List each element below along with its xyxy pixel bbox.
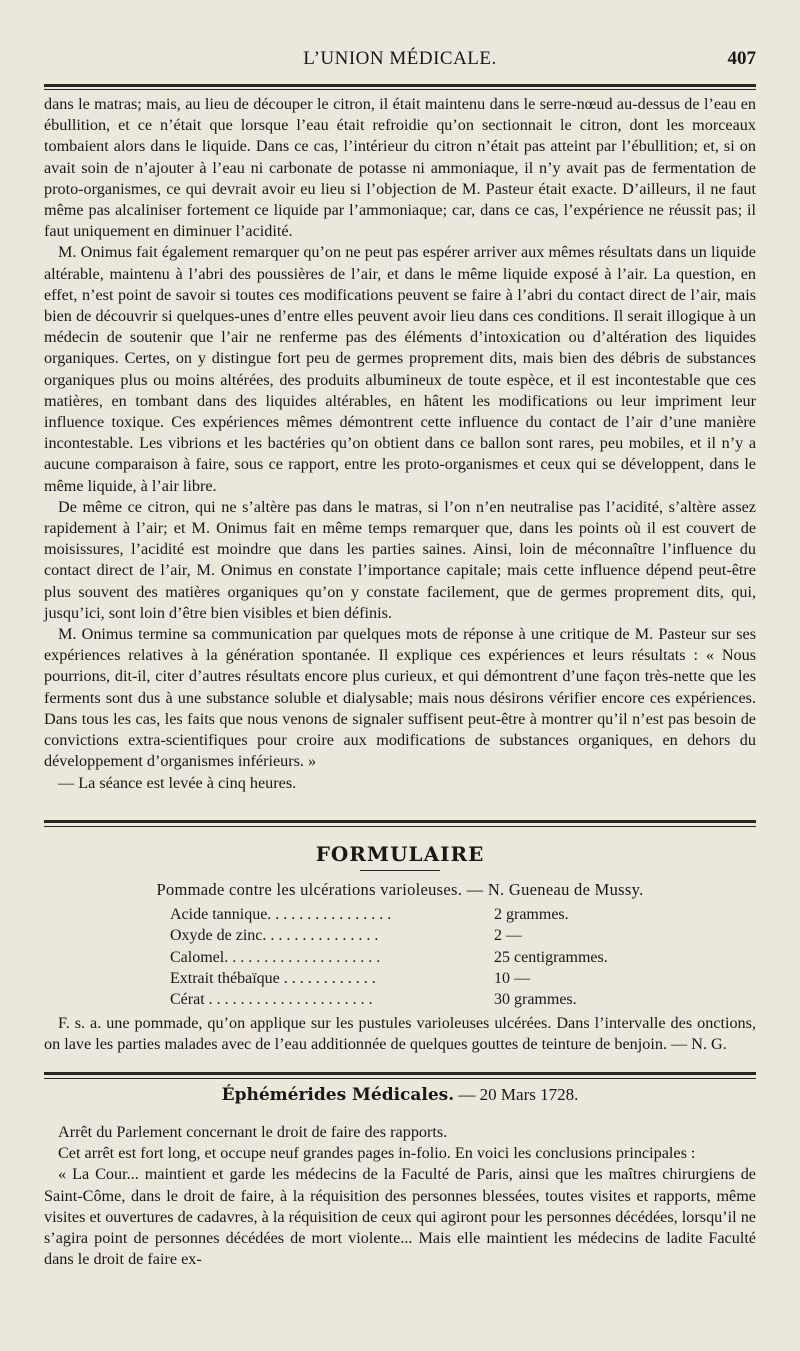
ingredient-name: Cérat . . . . . . . . . . . . . . . . . . . . . <box>170 991 373 1009</box>
running-title: L’UNION MÉDICALE. <box>303 48 497 69</box>
ephemerides-paragraph: Arrêt du Parlement concernant le droit de faire des rapports. <box>58 1123 448 1141</box>
session-close: — La séance est levée à cinq heures. <box>58 773 297 792</box>
recipe-instructions: F. s. a. une pommade, qu’on applique sur les pustules varioleuses ulcérées. Dans l’intervalle des onctions, on lave les parties malades avec de l’eau additionnée de quelques gouttes de teinture de benjoin. — N. G. <box>44 1014 756 1054</box>
recipe-title: Pommade contre les ulcérations varioleuses. — N. Gueneau de Mussy. <box>156 880 644 899</box>
ephemerides-body <box>44 1122 756 1270</box>
section-divider-thin <box>44 1078 756 1079</box>
article-paragraph: dans le matras; mais, au lieu de découper le citron, il était maintenu dans le serre-nœud au-dessus de l’eau en ébullition, et ce n’était que lorsque l’eau était refroidie qu’on sectionnait le citron, dont les morceaux tombaient alors dans le liquide. Dans ce cas, l’intérieur du citron n’était pas atteint par l’ébullition; et, si on avait soin de n’ajouter à l’eau ni carbonate de potasse ni ammoniaque, il n’y avait pas de fermentation de proto-organismes, ce qui devrait avoir eu lieu si l’objection de M. Pasteur était exacte. D’ailleurs, il ne faut même pas alcaliniser fortement ce liquide par l’ammoniaque; car, dans ce cas, l’expérience ne réussit pas; il faut uniquement en diminuer l’acidité. <box>44 95 756 241</box>
page-header <box>44 48 756 74</box>
formulaire-heading-rule <box>360 870 440 871</box>
section-divider <box>44 1072 756 1075</box>
formulaire-heading: FORMULAIRE <box>315 842 485 866</box>
ephemerides-paragraph: « La Cour... maintient et garde les médecins de la Faculté de Paris, ainsi que les maîtres chirurgiens de Saint-Côme, dans le droit de faire, à la réquisition des personnes blessées, toutes visites et rapports, même visites et ouvertures de cadavres, à la réquisition de ceux qui agiront pour les personnes décédées, lorsqu’il ne s’agira point de personnes décédées de mort violente... Mais elle maintient les médecins de ladite Faculté dans le droit de faire ex- <box>44 1165 756 1269</box>
header-rule <box>44 84 756 87</box>
article-paragraph: De même ce citron, qui ne s’altère pas dans le matras, si l’on n’en neutralise pas l’acidité, s’altère assez rapidement à l’air; et M. Onimus fait en même temps remarquer que, dans les points où il est couvert de moisissures, l’acidité est moindre que dans les parties saines. Ainsi, loin de méconnaître l’influence du contact direct de l’air, M. Onimus en constate l’importance capitale; mais cette influence dépend peut-être plus souvent des matières organiques qu’on y constate facilement, que de germes proprement dits, qui, jusqu’ici, sont loin d’être bien visibles et bien définis. <box>44 497 756 622</box>
article-body <box>44 94 756 794</box>
article-paragraph: M. Onimus termine sa communication par quelques mots de réponse à une critique de M. Pasteur sur ses expériences relatives à la génération spontanée. Il explique ces expériences et leurs résultats : « Nous pourrions, dit-il, citer d’autres résultats encore plus curieux, et qui démontrent d’une façon très-nette que les ferments sont dus à une substance soluble et dialysable; mais nous désirons vérifier encore ces expériences. Dans tous les cas, les faits que nous venons de signaler suffisent peut-être à montrer qu’il n’est pas besoin de convictions extra-scientifiques pour croire aux modifications de substances organiques, en dehors du développement d’organismes inférieurs. » <box>44 625 756 771</box>
section-divider-thin <box>44 826 756 827</box>
ephemerides-title <box>44 1085 756 1105</box>
recipe-ingredients <box>170 906 640 1012</box>
ephemerides-paragraph: Cet arrêt est fort long, et occupe neuf grandes pages in-folio. En voici les conclusions principales : <box>58 1144 696 1163</box>
ingredient-name: Acide tannique. . . . . . . . . . . . . . . . <box>170 906 392 923</box>
ingredient-row <box>170 949 640 970</box>
article-paragraph: M. Onimus fait également remarquer qu’on ne peut pas espérer arriver aux mêmes résultats dans un liquide altérable, maintenu à l’abri des poussières de l’air, et dans le même liquide exposé à l’air. La question, en effet, n’est point de savoir si toutes ces modifications peuvent se faire à l’abri du contact direct de l’air, mais bien de découvrir si quelques-unes d’entre elles peuvent avoir lieu dans ces conditions. Il serait illogique à un médecin de soutenir que l’air ne renferme pas des éléments d’intoxication ou d’altération des liquides organiques. Certes, on y distingue fort peu de germes proprement dits, mais bien des débris de substances organiques plus ou moins altérées, des produits albumineux de toute espèce, et il est incontestable que ces matières, en tombant dans des liquides altérables, en hâtent les modifications ou leur impriment leur influence toxique. Ces expériences mêmes démontrent cette influence du contact de l’air d’une manière incontestable. Les vibrions et les bactéries qu’on obtient dans ce ballon sont rares, peu mobiles, et il n’y a aucune comparaison à faire, sous ce rapport, entre les proto-organismes et ceux qui se développent, dans le même liquide, à l’air libre. <box>44 243 756 495</box>
ingredient-quantity: 25 centigrammes. <box>494 948 608 966</box>
ingredient-name: Extrait thébaïque . . . . . . . . . . . . <box>170 969 376 987</box>
ingredient-quantity: 30 grammes. <box>494 991 577 1009</box>
page-number: 407 <box>727 48 756 69</box>
ingredient-row <box>170 991 640 1012</box>
ephemerides-title-bold: Éphémérides Médicales. <box>221 1085 455 1105</box>
ingredient-name: Calomel. . . . . . . . . . . . . . . . . . . . <box>170 948 381 966</box>
ingredient-row <box>170 970 640 991</box>
ingredient-quantity: 2 — <box>494 927 522 945</box>
recipe-instructions-block <box>44 1013 756 1055</box>
header-rule-thin <box>44 89 756 90</box>
ingredient-row <box>170 927 640 948</box>
ingredient-row <box>170 906 640 927</box>
ingredient-quantity: 10 — <box>494 969 530 987</box>
section-divider <box>44 820 756 823</box>
ingredient-quantity: 2 grammes. <box>494 906 569 923</box>
ingredient-name: Oxyde de zinc. . . . . . . . . . . . . . . <box>170 927 379 945</box>
ephemerides-date: — 20 Mars 1728. <box>454 1085 579 1104</box>
